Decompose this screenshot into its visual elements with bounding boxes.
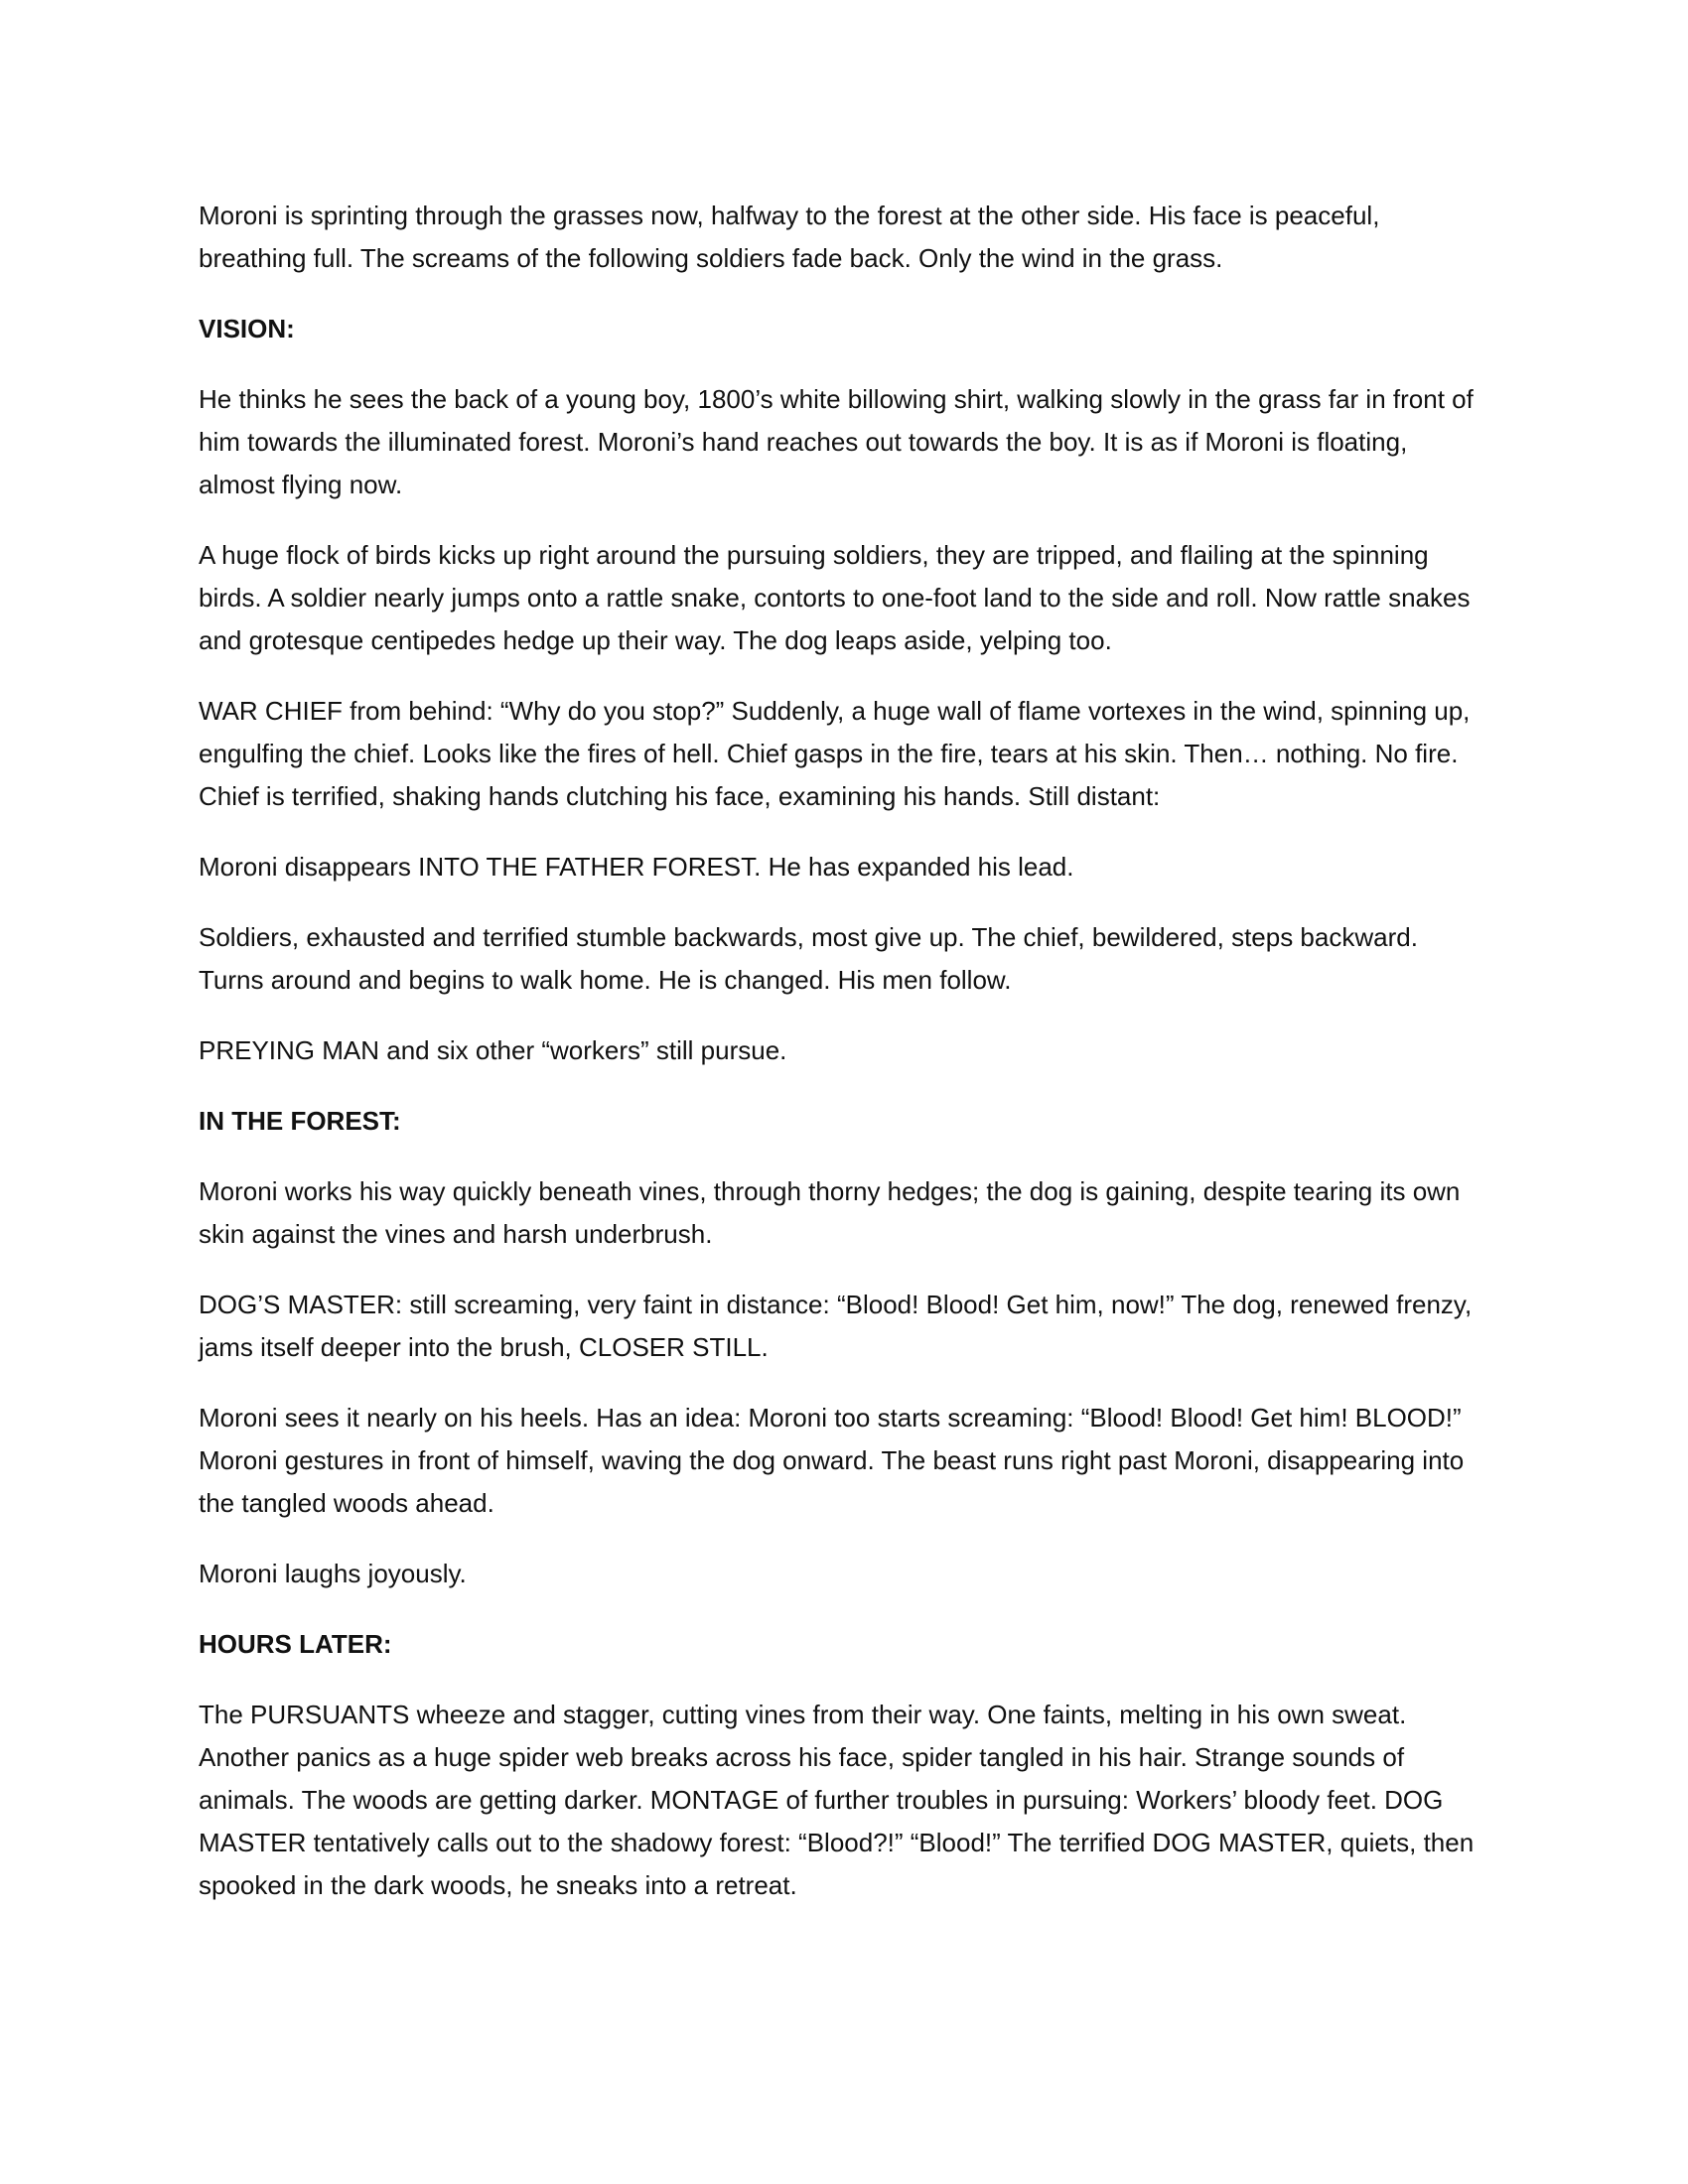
paragraph: PREYING MAN and six other “workers” still pursue. — [199, 1035, 787, 1065]
paragraph: Moroni is sprinting through the grasses now, halfway to the forest at the other side. His face is peaceful, breathing full. The screams of the following soldiers fade back. Only the wind in the grass. — [199, 201, 1380, 273]
paragraph: The PURSUANTS wheeze and stagger, cutting vines from their way. One faints, melting in his own sweat. Another panics as a huge spider web breaks across his face, spider tangled in his hair. Strange sounds of animals. The woods are getting darker. MONTAGE of further troubles in pursuing: Workers’ bloody feet. DOG MASTER tentatively calls out to the shadowy forest: “Blood?!” “Blood!” The terrified DOG MASTER, quiets, then spooked in the dark woods, he sneaks into a retreat. — [199, 1700, 1475, 1900]
paragraph: He thinks he sees the back of a young boy, 1800’s white billowing shirt, walking slowly in the grass far in front of him towards the illuminated forest. Moroni’s hand reaches out towards the boy. It is as if Moroni is floating, almost flying now. — [199, 384, 1474, 499]
paragraph: A huge flock of birds kicks up right around the pursuing soldiers, they are tripped, and flailing at the spinning birds. A soldier nearly jumps onto a rattle snake, contorts to one-foot land to the side and roll. Now rattle snakes and grotesque centipedes hedge up their way. The dog leaps aside, yelping too. — [199, 540, 1471, 655]
paragraph: Moroni disappears INTO THE FATHER FOREST. He has expanded his lead. — [199, 852, 1074, 882]
section-heading: VISION: — [199, 314, 295, 343]
section-heading: IN THE FOREST: — [199, 1106, 401, 1136]
section-heading: HOURS LATER: — [199, 1629, 392, 1659]
paragraph: Moroni works his way quickly beneath vines, through thorny hedges; the dog is gaining, despite tearing its own skin against the vines and harsh underbrush. — [199, 1176, 1461, 1249]
paragraph: WAR CHIEF from behind: “Why do you stop?” Suddenly, a huge wall of flame vortexes in the wind, spinning up, engulfing the chief. Looks like the fires of hell. Chief gasps in the fire, tears at his skin. Then… nothing. No fire. Chief is terrified, shaking hands clutching his face, examining his hands. Still distant: — [199, 696, 1471, 811]
paragraph: Soldiers, exhausted and terrified stumble backwards, most give up. The chief, bewildered, steps backward. Turns around and begins to walk home. He is changed. His men follow. — [199, 922, 1418, 995]
paragraph: Moroni laughs joyously. — [199, 1559, 467, 1588]
paragraph: DOG’S MASTER: still screaming, very faint in distance: “Blood! Blood! Get him, now!” The dog, renewed frenzy, jams itself deeper into the brush, CLOSER STILL. — [199, 1290, 1473, 1362]
document-page — [199, 195, 1489, 1935]
paragraph: Moroni sees it nearly on his heels. Has an idea: Moroni too starts screaming: “Blood! Blood! Get him! BLOOD!” Moroni gestures in front of himself, waving the dog onward. The beast runs right past Moroni, disappearing into the tangled woods ahead. — [199, 1403, 1465, 1518]
